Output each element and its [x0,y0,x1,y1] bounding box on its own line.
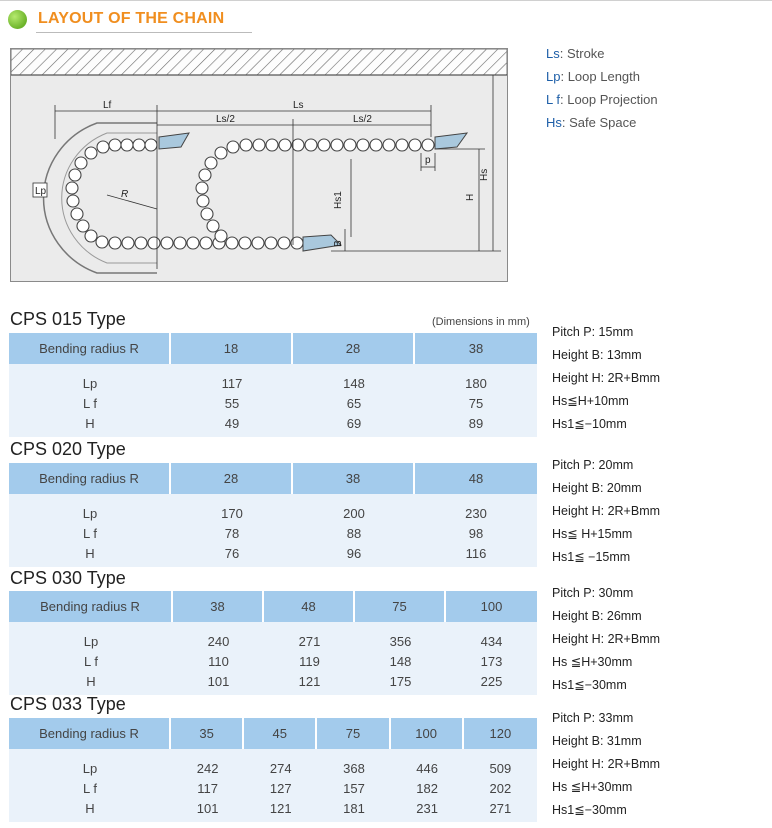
value-cell: 88 [293,523,415,543]
section-title: LAYOUT OF THE CHAIN [38,10,225,27]
specs-notes-cps020 [552,454,660,569]
legend-item: L f: Loop Projection [546,92,658,107]
value-cell: 356 [355,622,446,651]
top-border [0,0,772,1]
note-height-h: Height H: 2R+Bmm [552,632,661,646]
value-cell: 170 [171,494,293,523]
right-top-bracket [435,133,467,149]
row-label: H [9,543,171,567]
label-hs: Hs [479,168,490,181]
note-pitch: Pitch P: 20mm [552,458,634,472]
type-title-cps030: CPS 030 Type [10,568,126,588]
value-cell: 96 [293,543,415,567]
radius-cell: 48 [264,591,355,622]
value-cell: 110 [173,651,264,671]
table-row [9,778,537,798]
legend-key: Ls [546,46,560,61]
value-cell: 157 [317,778,390,798]
header-underline [36,32,252,33]
specs-notes-cps033 [552,707,660,822]
value-cell: 69 [293,413,415,437]
value-cell: 182 [391,778,464,798]
spec-table-cps015 [9,333,537,437]
table-row [9,749,537,778]
green-bullet-icon [8,10,27,29]
value-cell: 148 [293,364,415,393]
value-cell: 119 [264,651,355,671]
specs-notes-cps030 [552,582,660,697]
legend-key: Hs [546,115,562,130]
value-cell: 101 [173,671,264,695]
note-hs1: Hs1≦−10mm [552,417,627,431]
note-pitch: Pitch P: 15mm [552,325,634,339]
chain-right-loop [196,139,434,242]
value-cell: 202 [464,778,537,798]
row-label: H [9,413,171,437]
radius-cell: 28 [293,333,415,364]
table-row [9,413,537,437]
label-ls-half-right: Ls/2 [353,114,372,125]
spec-table-cps030 [9,591,537,695]
label-h: H [465,193,476,201]
table-row [9,798,537,822]
row-label: L f [9,393,171,413]
note-hs1: Hs1≦ −15mm [552,550,631,564]
note-height-b: Height B: 13mm [552,348,642,362]
legend-item: Hs: Safe Space [546,115,637,130]
legend-text: Stroke [566,46,605,61]
row-label: Lp [9,622,173,651]
note-hs: Hs ≦H+30mm [552,655,633,669]
note-pitch: Pitch P: 33mm [552,711,634,725]
radius-cell: 100 [446,591,537,622]
label-hs1: Hs1 [333,191,344,209]
legend-key: Lp [546,69,561,84]
diagram-legend [546,44,658,136]
table-row [9,543,537,567]
ceiling-hatch [11,49,507,75]
value-cell: 75 [415,393,537,413]
value-cell: 116 [415,543,537,567]
legend-text: Safe Space [569,115,637,130]
value-cell: 65 [293,393,415,413]
note-height-h: Height H: 2R+Bmm [552,757,661,771]
table-row [9,364,537,393]
value-cell: 509 [464,749,537,778]
row-label: Lp [9,494,171,523]
note-pitch: Pitch P: 30mm [552,586,634,600]
radius-cell: 120 [464,718,537,749]
note-height-b: Height B: 26mm [552,609,642,623]
value-cell: 225 [446,671,537,695]
value-cell: 271 [464,798,537,822]
row-label: H [9,671,173,695]
value-cell: 127 [244,778,317,798]
legend-item: Lp: Loop Length [546,69,640,84]
chain-diagram-svg [11,49,507,281]
value-cell: 434 [446,622,537,651]
legend-item: Ls: Stroke [546,46,605,61]
specs-notes-cps015 [552,321,660,436]
label-p: p [425,155,431,166]
radius-cell: 38 [173,591,264,622]
value-cell: 49 [171,413,293,437]
value-cell: 175 [355,671,446,695]
value-cell: 242 [171,749,244,778]
type-title-cps033: CPS 033 Type [10,694,126,714]
value-cell: 231 [391,798,464,822]
value-cell: 446 [391,749,464,778]
spec-table-cps033 [9,718,537,822]
type-title-cps020: CPS 020 Type [10,439,126,459]
value-cell: 240 [173,622,264,651]
chain-layout-diagram [10,48,508,282]
value-cell: 89 [415,413,537,437]
label-lf: Lf [103,100,112,111]
value-cell: 271 [264,622,355,651]
value-cell: 148 [355,651,446,671]
header-bending-radius: Bending radius R [9,463,171,494]
note-hs: Hs ≦H+30mm [552,780,633,794]
table-row [9,494,537,523]
value-cell: 181 [317,798,390,822]
radius-cell: 18 [171,333,293,364]
type-title-cps015: CPS 015 Type [10,309,126,329]
value-cell: 55 [171,393,293,413]
header-bending-radius: Bending radius R [9,333,171,364]
header-bending-radius: Bending radius R [9,718,171,749]
left-mount-bracket [159,133,189,149]
label-b: B [333,240,344,247]
table-row [9,622,537,651]
note-height-h: Height H: 2R+Bmm [552,371,661,385]
row-label: Lp [9,749,171,778]
value-cell: 180 [415,364,537,393]
note-height-b: Height B: 31mm [552,734,642,748]
row-label: L f [9,778,171,798]
radius-cell: 100 [391,718,464,749]
legend-text: Loop Length [567,69,640,84]
section-header [8,8,244,32]
radius-cell: 38 [415,333,537,364]
note-hs1: Hs1≦−30mm [552,678,627,692]
label-r: R [121,189,129,200]
value-cell: 200 [293,494,415,523]
value-cell: 117 [171,778,244,798]
legend-text: Loop Projection [567,92,658,107]
radius-cell: 75 [317,718,390,749]
header-bending-radius: Bending radius R [9,591,173,622]
value-cell: 78 [171,523,293,543]
radius-cell: 35 [171,718,244,749]
row-label: Lp [9,364,171,393]
note-hs1: Hs1≦−30mm [552,803,627,817]
radius-cell: 75 [355,591,446,622]
table-row [9,393,537,413]
radius-cell: 45 [244,718,317,749]
radius-cell: 28 [171,463,293,494]
label-ls: Ls [293,100,304,111]
value-cell: 98 [415,523,537,543]
note-hs: Hs≦ H+15mm [552,527,633,541]
table-row [9,651,537,671]
spec-table-cps020 [9,463,537,567]
value-cell: 76 [171,543,293,567]
chain-left-loop [66,139,303,249]
row-label: L f [9,651,173,671]
label-ls-half-left: Ls/2 [216,114,235,125]
note-hs: Hs≦H+10mm [552,394,629,408]
table-row [9,671,537,695]
radius-cell: 48 [415,463,537,494]
value-cell: 368 [317,749,390,778]
note-height-b: Height B: 20mm [552,481,642,495]
label-lp: Lp [35,186,47,197]
value-cell: 173 [446,651,537,671]
row-label: L f [9,523,171,543]
value-cell: 117 [171,364,293,393]
value-cell: 121 [244,798,317,822]
table-row [9,523,537,543]
value-cell: 101 [171,798,244,822]
note-height-h: Height H: 2R+Bmm [552,504,661,518]
value-cell: 230 [415,494,537,523]
dimensions-note: (Dimensions in mm) [432,316,530,328]
value-cell: 121 [264,671,355,695]
row-label: H [9,798,171,822]
radius-cell: 38 [293,463,415,494]
legend-key: L f [546,92,560,107]
value-cell: 274 [244,749,317,778]
